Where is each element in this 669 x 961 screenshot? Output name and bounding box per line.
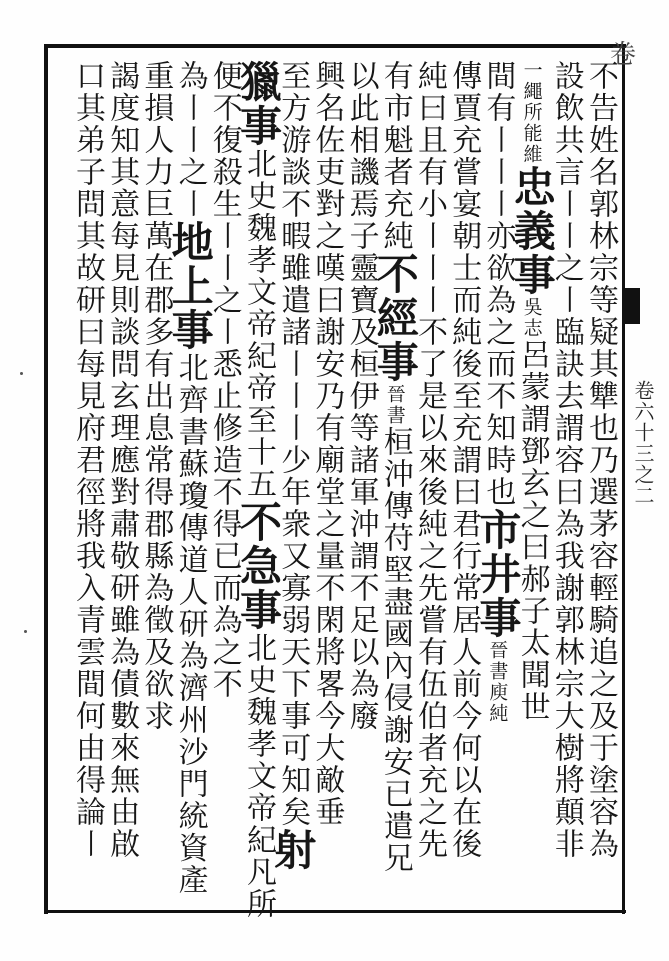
body-text: 北史魏孝文帝紀凡所 <box>241 632 276 920</box>
body-text: 以此相譏焉 <box>343 60 379 220</box>
top-border-rule <box>44 44 626 48</box>
text-column <box>306 60 346 910</box>
body-text: 北史魏孝文帝紀帝至十五 <box>241 148 276 500</box>
body-text: 傳賈充嘗宴朝士而純後至充謂曰君行常居人前今何以在後 <box>446 60 482 860</box>
annotation-text: 庾純 <box>486 682 509 724</box>
body-text: 呂蒙謂鄧玄之曰郝子太聞世 <box>514 339 550 723</box>
text-column <box>580 60 620 910</box>
body-text: 興名佐吏對之嘆曰謝安乃有廟堂之量不閑將畧今大敵垂 <box>309 60 345 828</box>
text-column <box>370 60 420 910</box>
body-text: 巨萬在郡多有出息常得郡縣為徵及欲求 <box>138 188 174 732</box>
annotation-text: 一繩所 <box>520 60 543 123</box>
left-border-rule <box>44 44 48 914</box>
text-column <box>234 60 283 920</box>
headword: 不急事 <box>234 500 283 632</box>
annotation-text: 晉書 <box>486 640 509 682</box>
headword: 獵事 <box>234 60 283 148</box>
body-text: 純曰且有小〡〡〡不了是以來後純之先嘗有伍伯者充之先 <box>412 60 447 860</box>
text-column <box>409 60 449 910</box>
body-text: 重損人力 <box>138 60 174 188</box>
annotation-text: 能維 <box>520 123 543 165</box>
body-text: 有市魁者充純 <box>377 60 413 252</box>
headword: 射 <box>268 828 318 872</box>
body-text: 子靈寶及桓伊等諸軍沖謂不足以為廢 <box>343 220 379 732</box>
body-text: 桓沖傳苻堅盡國內侵謝安已遣兄 <box>377 426 413 874</box>
speck <box>24 630 27 633</box>
text-column <box>443 60 483 910</box>
bottom-border-rule <box>44 910 626 913</box>
text-column <box>473 60 523 910</box>
top-edge-fragment: 卷 <box>610 40 637 70</box>
headword: 不經事 <box>370 252 420 384</box>
annotation-text: 晉書 <box>383 384 406 426</box>
body-text: 設飲共言〡〡之〡臨訣去謂容曰為我謝郭林宗大樹將顛非 <box>548 60 584 860</box>
body-text: 不告姓名郭林宗等疑其犨也乃選茅容輕騎追之及于塗容為 <box>583 60 618 860</box>
body-text: 北齊書蘇瓊傳道人研為濟州沙門統資產 <box>172 352 208 896</box>
fishtail-mark <box>624 288 640 324</box>
headword: 地上事 <box>165 220 215 352</box>
text-column <box>268 60 318 910</box>
annotation-text: 吳志 <box>520 297 543 339</box>
text-column <box>165 60 215 910</box>
speck <box>20 372 23 375</box>
body-text: 便不復殺生〡〡之〡悉止 <box>206 60 242 412</box>
headword: 市井事 <box>473 508 523 640</box>
text-column <box>204 60 244 910</box>
body-text: 口其弟子問其故研曰每見府君徑將我入青雲間何由得論〡 <box>70 60 105 860</box>
body-text: 修造不得已而為之不 <box>206 412 242 700</box>
body-text: 謁度知其意每見則談問玄理應對肅敬研雖為債數來無由啟 <box>104 60 140 860</box>
text-column <box>67 60 107 910</box>
text-column <box>135 60 175 910</box>
body-text: 間有〡〡〡亦欲為之而不知時也 <box>480 60 516 508</box>
body-text: 至方游談不暇雖遣諸〡〡〡少年衆又寡弱天下事可知矣 <box>275 60 311 828</box>
text-column <box>341 60 381 910</box>
body-text: 為〡〡之〡 <box>172 60 208 220</box>
text-column <box>507 60 557 910</box>
text-column <box>101 60 141 910</box>
right-border-rule <box>622 44 625 914</box>
margin-label: 卷六十三之二 <box>631 380 655 506</box>
headword: 忠義事 <box>507 165 557 297</box>
